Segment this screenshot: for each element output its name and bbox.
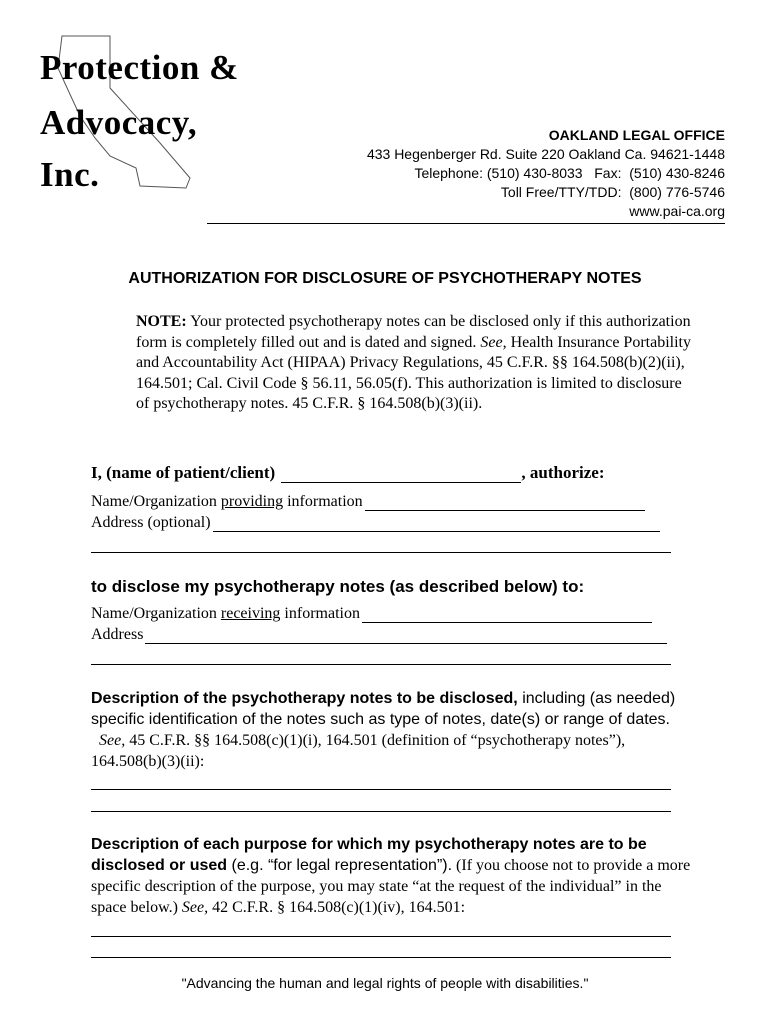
description-cite: 45 C.F.R. §§ 164.508(c)(1)(i), 164.501 (definition of “psychotherapy notes”), 164.508(b)(3)(ii): [91, 732, 626, 770]
description-see: See, [99, 732, 126, 749]
office-tollfree: Toll Free/TTY/TDD: (800) 776-5746 [500, 184, 725, 200]
office-address: 433 Hegenberger Rd. Suite 220 Oakland Ca. 94621-1448 [366, 146, 725, 162]
logo-text-protection: Protection & [40, 48, 239, 87]
purpose-bold: Description of each purpose for which my psychotherapy notes are to be disclosed or used [91, 836, 647, 874]
description-line-1[interactable] [91, 789, 671, 790]
purpose-example: (e.g. “for legal representation”). [227, 857, 453, 874]
receiving-address-label: Address [91, 626, 144, 643]
providing-address-row [91, 514, 660, 532]
description-bold: Description of the psychotherapy notes to be disclosed, [91, 690, 518, 707]
providing-label-a: Name/Organization [91, 493, 221, 510]
office-title: OAKLAND LEGAL OFFICE [548, 127, 725, 143]
purpose-line-1[interactable] [91, 936, 671, 937]
patient-name-row [91, 463, 604, 483]
providing-address-label: Address (optional) [91, 514, 211, 531]
providing-address-line-2[interactable] [91, 552, 671, 553]
receiving-address-line-2[interactable] [91, 664, 671, 665]
receiving-row [91, 605, 652, 623]
receiving-label-a: Name/Organization [91, 605, 221, 622]
note-label: NOTE: [136, 313, 187, 330]
disclose-heading: to disclose my psychotherapy notes (as described below) to: [91, 577, 585, 596]
receiving-address-row [91, 626, 667, 644]
providing-name-field[interactable] [365, 496, 645, 511]
providing-address-field[interactable] [213, 517, 660, 532]
footer-tagline: "Advancing the human and legal rights of people with disabilities." [181, 975, 589, 991]
office-phone: Telephone: (510) 430-8033 Fax: (510) 430-8246 [414, 165, 725, 181]
document-title: AUTHORIZATION FOR DISCLOSURE OF PSYCHOTHERAPY NOTES [128, 270, 642, 287]
description-paragraph [91, 688, 691, 772]
patient-prefix: I, (name of patient/client) [91, 463, 280, 482]
purpose-line-2[interactable] [91, 957, 671, 958]
description-rest: including (as needed) specific identification of the notes such as type of notes, date(s) or range of dates. [91, 690, 676, 728]
logo-text-advocacy: Advocacy, [40, 103, 198, 142]
purpose-text: (If you choose not to provide a more specific description of the purpose, you may state “at the request of the individual” in the space below.) [91, 857, 691, 916]
header-divider [207, 223, 725, 224]
providing-label-b: information [283, 493, 363, 510]
note-paragraph [136, 312, 692, 415]
providing-label-underlined: providing [220, 493, 284, 510]
office-info [367, 126, 725, 221]
note-text-1: Your protected psychotherapy notes can be disclosed only if this authorization form is completely filled out and is dated and signed. [136, 313, 691, 351]
patient-suffix: , authorize: [521, 463, 605, 482]
note-text-2: Health Insurance Portability and Accountability Act (HIPAA) Privacy Regulations, 45 C.F.R. §§ 164.508(b)(2)(ii), 164.501; Cal. Civil Code § 56.11, 56.05(f). This authorization is limited to disclosure of psychotherapy notes. 45 C.F.R. § 164.508(b)(3)(ii). [136, 333, 691, 412]
receiving-label-b: information [280, 605, 360, 622]
purpose-cite: 42 C.F.R. § 164.508(c)(1)(iv), 164.501: [208, 899, 466, 916]
logo-text-inc: Inc. [40, 155, 100, 194]
patient-name-field[interactable] [281, 468, 521, 483]
office-website[interactable]: www.pai-ca.org [629, 203, 725, 219]
receiving-address-field[interactable] [145, 629, 667, 644]
description-line-2[interactable] [91, 811, 671, 812]
providing-row [91, 493, 645, 511]
receiving-name-field[interactable] [362, 608, 652, 623]
purpose-paragraph [91, 834, 691, 918]
receiving-label-underlined: receiving [220, 605, 281, 622]
note-see: See, [480, 333, 507, 351]
purpose-see: See, [181, 899, 209, 916]
